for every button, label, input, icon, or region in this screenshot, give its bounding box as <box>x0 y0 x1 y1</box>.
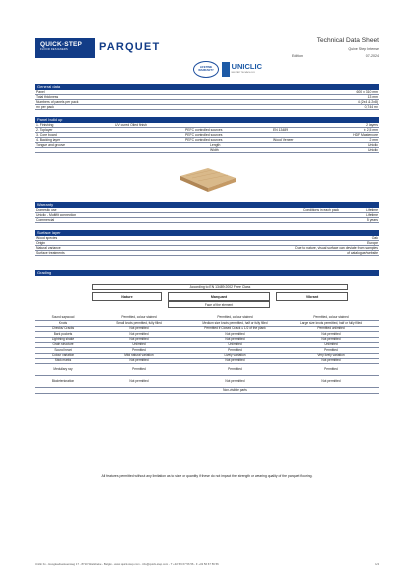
grade-vibrant: Permitted <box>283 348 379 353</box>
grading-table <box>35 316 379 394</box>
build-value: 2 mm <box>369 138 378 142</box>
grade-nature: Not permitted <box>91 332 187 337</box>
grade-column-nature: Nature <box>92 292 162 301</box>
warranty-badge-line1: LIFETIME <box>199 66 213 69</box>
grade-vibrant: Permitted unlimited <box>283 326 379 331</box>
grade-feature: Stick marks <box>35 359 91 364</box>
grade-vibrant: Large size knots permitted, half or fully filled <box>283 321 379 326</box>
general-value: 0,744 m² <box>364 105 378 109</box>
warranty-value: 5 years <box>366 218 378 222</box>
build-spec: EN 13489 <box>273 128 289 132</box>
build-label: 3. Core board <box>36 133 57 137</box>
edition-value: 07-2024 <box>365 54 379 58</box>
grade-marquant: Permitted <box>187 348 283 353</box>
build-spec: Wood Veneer <box>273 138 294 142</box>
grade-marquant: Medium size knots permitted, half or fully filled <box>187 321 283 326</box>
grade-nature: Small knots permitted, fully filled <box>91 321 187 326</box>
warranty-badge-line2: WARRANTY <box>198 69 214 73</box>
build-row <box>35 148 379 153</box>
grading-header: Grading <box>35 270 379 276</box>
build-label: Tongue and groove <box>36 143 66 147</box>
surface-label: Wood species <box>36 236 58 240</box>
general-value: 600 x 310 mm <box>356 90 378 94</box>
general-label: Numbers of panels per pack <box>36 100 79 104</box>
general-label: Panel <box>36 90 45 94</box>
surface-value: Oak <box>371 236 378 240</box>
build-material: Width <box>210 148 219 152</box>
quick-step-badge <box>35 38 95 58</box>
surface-value: Due to nature, visual surface can deviate from samples <box>295 246 378 250</box>
grade-nature: Not permitted <box>91 359 187 364</box>
plank-cross-section-image <box>178 164 238 194</box>
grade-nature: Unlimited <box>91 342 187 347</box>
build-value: Uniclic <box>368 143 378 147</box>
table-row <box>35 376 379 388</box>
general-value: 13 mm <box>367 95 378 99</box>
brand-logo <box>35 38 160 58</box>
warranty-value: Lifetime <box>366 208 378 212</box>
warranty-row <box>35 218 379 223</box>
grade-marquant: Permitted <box>187 364 283 376</box>
uniclic-badge <box>222 62 262 77</box>
build-value: 2 layers <box>366 123 378 127</box>
uniclic-word: UNICLIC <box>231 62 262 71</box>
grade-feature: Sound heart <box>35 348 91 353</box>
build-material: PEFC controlled sources <box>185 138 223 142</box>
build-value: ± 2,5 mm <box>363 128 378 132</box>
panel-build-header: Panel build up <box>35 117 379 123</box>
grade-nature: Permitted <box>91 364 187 376</box>
warranty-label: Commercial <box>36 218 55 222</box>
surface-label: Natural variance <box>36 246 61 250</box>
grade-vibrant: Permitted <box>283 364 379 376</box>
general-label: m² per pack <box>36 105 54 109</box>
grade-vibrant: Unlimited <box>283 342 379 347</box>
grade-feature: Sound sapwood <box>35 316 91 321</box>
general-value: 4 (2x4 & 2x8) <box>357 100 378 104</box>
general-data-header: General data <box>35 84 379 90</box>
grade-marquant: Unlimited <box>187 342 283 347</box>
grade-marquant: Permitted, colour stained <box>187 316 283 321</box>
build-material: UV cured Oiled finish <box>115 123 147 127</box>
general-label: Total thickness <box>36 95 59 99</box>
warranty-header: Warranty <box>35 202 379 208</box>
brand-badge-sub: FLOOR DESIGNERS <box>40 48 68 51</box>
table-row <box>35 364 379 376</box>
build-value: HDF Mastercore <box>353 133 378 137</box>
grade-feature: Knots <box>35 321 91 326</box>
warranty-label: Domestic use <box>36 208 57 212</box>
grade-vibrant: Not permitted <box>283 337 379 342</box>
uniclic-mark-icon <box>222 62 230 77</box>
warranty-value: Lifetime <box>366 213 378 217</box>
grade-feature: Biodeterioration <box>35 376 91 388</box>
grading-caption: According to EN 13489:2002 Free Class <box>92 284 348 290</box>
surface-label: Surface treatments <box>36 251 65 255</box>
brand-badge-title: QUICK·STEP <box>40 41 83 48</box>
grade-nature: Not permitted <box>91 376 187 388</box>
grade-feature: Medullary ray <box>35 364 91 376</box>
build-material: Length <box>210 143 221 147</box>
grade-nature: Not permitted <box>91 337 187 342</box>
grade-marquant: Not permitted <box>187 337 283 342</box>
grade-marquant: Lively variation <box>187 353 283 358</box>
surface-label: Origin <box>36 241 46 245</box>
grade-column-marquant: Marquant <box>168 292 270 301</box>
grade-nature: Not permitted <box>91 326 187 331</box>
grade-nature: Permitted, colour stained <box>91 316 187 321</box>
build-label: 2. Toplayer <box>36 128 53 132</box>
edition-label: Edition <box>292 54 303 58</box>
surface-value: of catalogue/website <box>347 251 378 255</box>
build-material: PEFC controlled sources <box>185 133 223 137</box>
grade-marquant: Permitted if Closed Crack ≤ 1/2 of the plank <box>187 326 283 331</box>
grade-feature: Lightning shake <box>35 337 91 342</box>
build-label: 1. Finishing <box>36 123 54 127</box>
grade-vibrant: Not permitted <box>283 376 379 388</box>
product-name: Quixe Step Intense <box>348 47 379 51</box>
lifetime-warranty-badge <box>193 61 219 78</box>
brand-word: PARQUET <box>99 41 161 53</box>
surface-value: Europe <box>367 241 378 245</box>
grade-feature: Colour variation <box>35 353 91 358</box>
grade-feature <box>35 388 91 393</box>
grade-vibrant: Not permitted <box>283 332 379 337</box>
grade-nature <box>91 388 187 393</box>
general-row <box>35 105 379 110</box>
table-row <box>35 388 379 393</box>
grade-nature: Permitted <box>91 348 187 353</box>
build-value: Uniclic <box>368 148 378 152</box>
grade-vibrant: Permitted, colour stained <box>283 316 379 321</box>
grade-feature: Bark pockets <box>35 332 91 337</box>
grade-vibrant: Not permitted <box>283 359 379 364</box>
grading-footnote: All features permitted without any limitation as to size or quantity if these do not impact the strength or wearing quality of the parquet flooring. <box>101 474 313 478</box>
grade-vibrant <box>283 388 379 393</box>
grade-face-note: Face of the element <box>168 301 270 308</box>
footer-address: Unilin bv - Hoogleedsesteenweg 17 - 8710 Wielsbeke - België - www.quick-step.com - info@quick-step.com - T +32 56 67 56 56 - F +32 56 67 56 56 <box>35 562 219 566</box>
grade-marquant: Not permitted <box>187 332 283 337</box>
grade-column-vibrant: Vibrant <box>276 292 348 301</box>
grade-feature: Checks/ Cracks <box>35 326 91 331</box>
surface-row <box>35 251 379 256</box>
surface-layer-header: Surface layer <box>35 230 379 236</box>
grade-marquant: Non-visible parts <box>187 388 283 393</box>
build-material: PEFC controlled sources <box>185 128 223 132</box>
grade-vibrant: Very lively variation <box>283 353 379 358</box>
uniclic-sub: MULTIFIT TECHNOLOGY <box>231 72 255 74</box>
grade-marquant: Not permitted <box>187 376 283 388</box>
build-label: 4. Backing layer <box>36 138 61 142</box>
grade-nature: Mild natural variation <box>91 353 187 358</box>
warranty-note: Conditions in each pack <box>303 208 340 212</box>
page-number: 1/4 <box>375 562 379 566</box>
doc-title: Technical Data Sheet <box>316 37 379 44</box>
grade-feature: Grain structure <box>35 342 91 347</box>
warranty-label: Uniclic - Multifit connection <box>36 213 77 217</box>
grade-marquant: Not permitted <box>187 359 283 364</box>
